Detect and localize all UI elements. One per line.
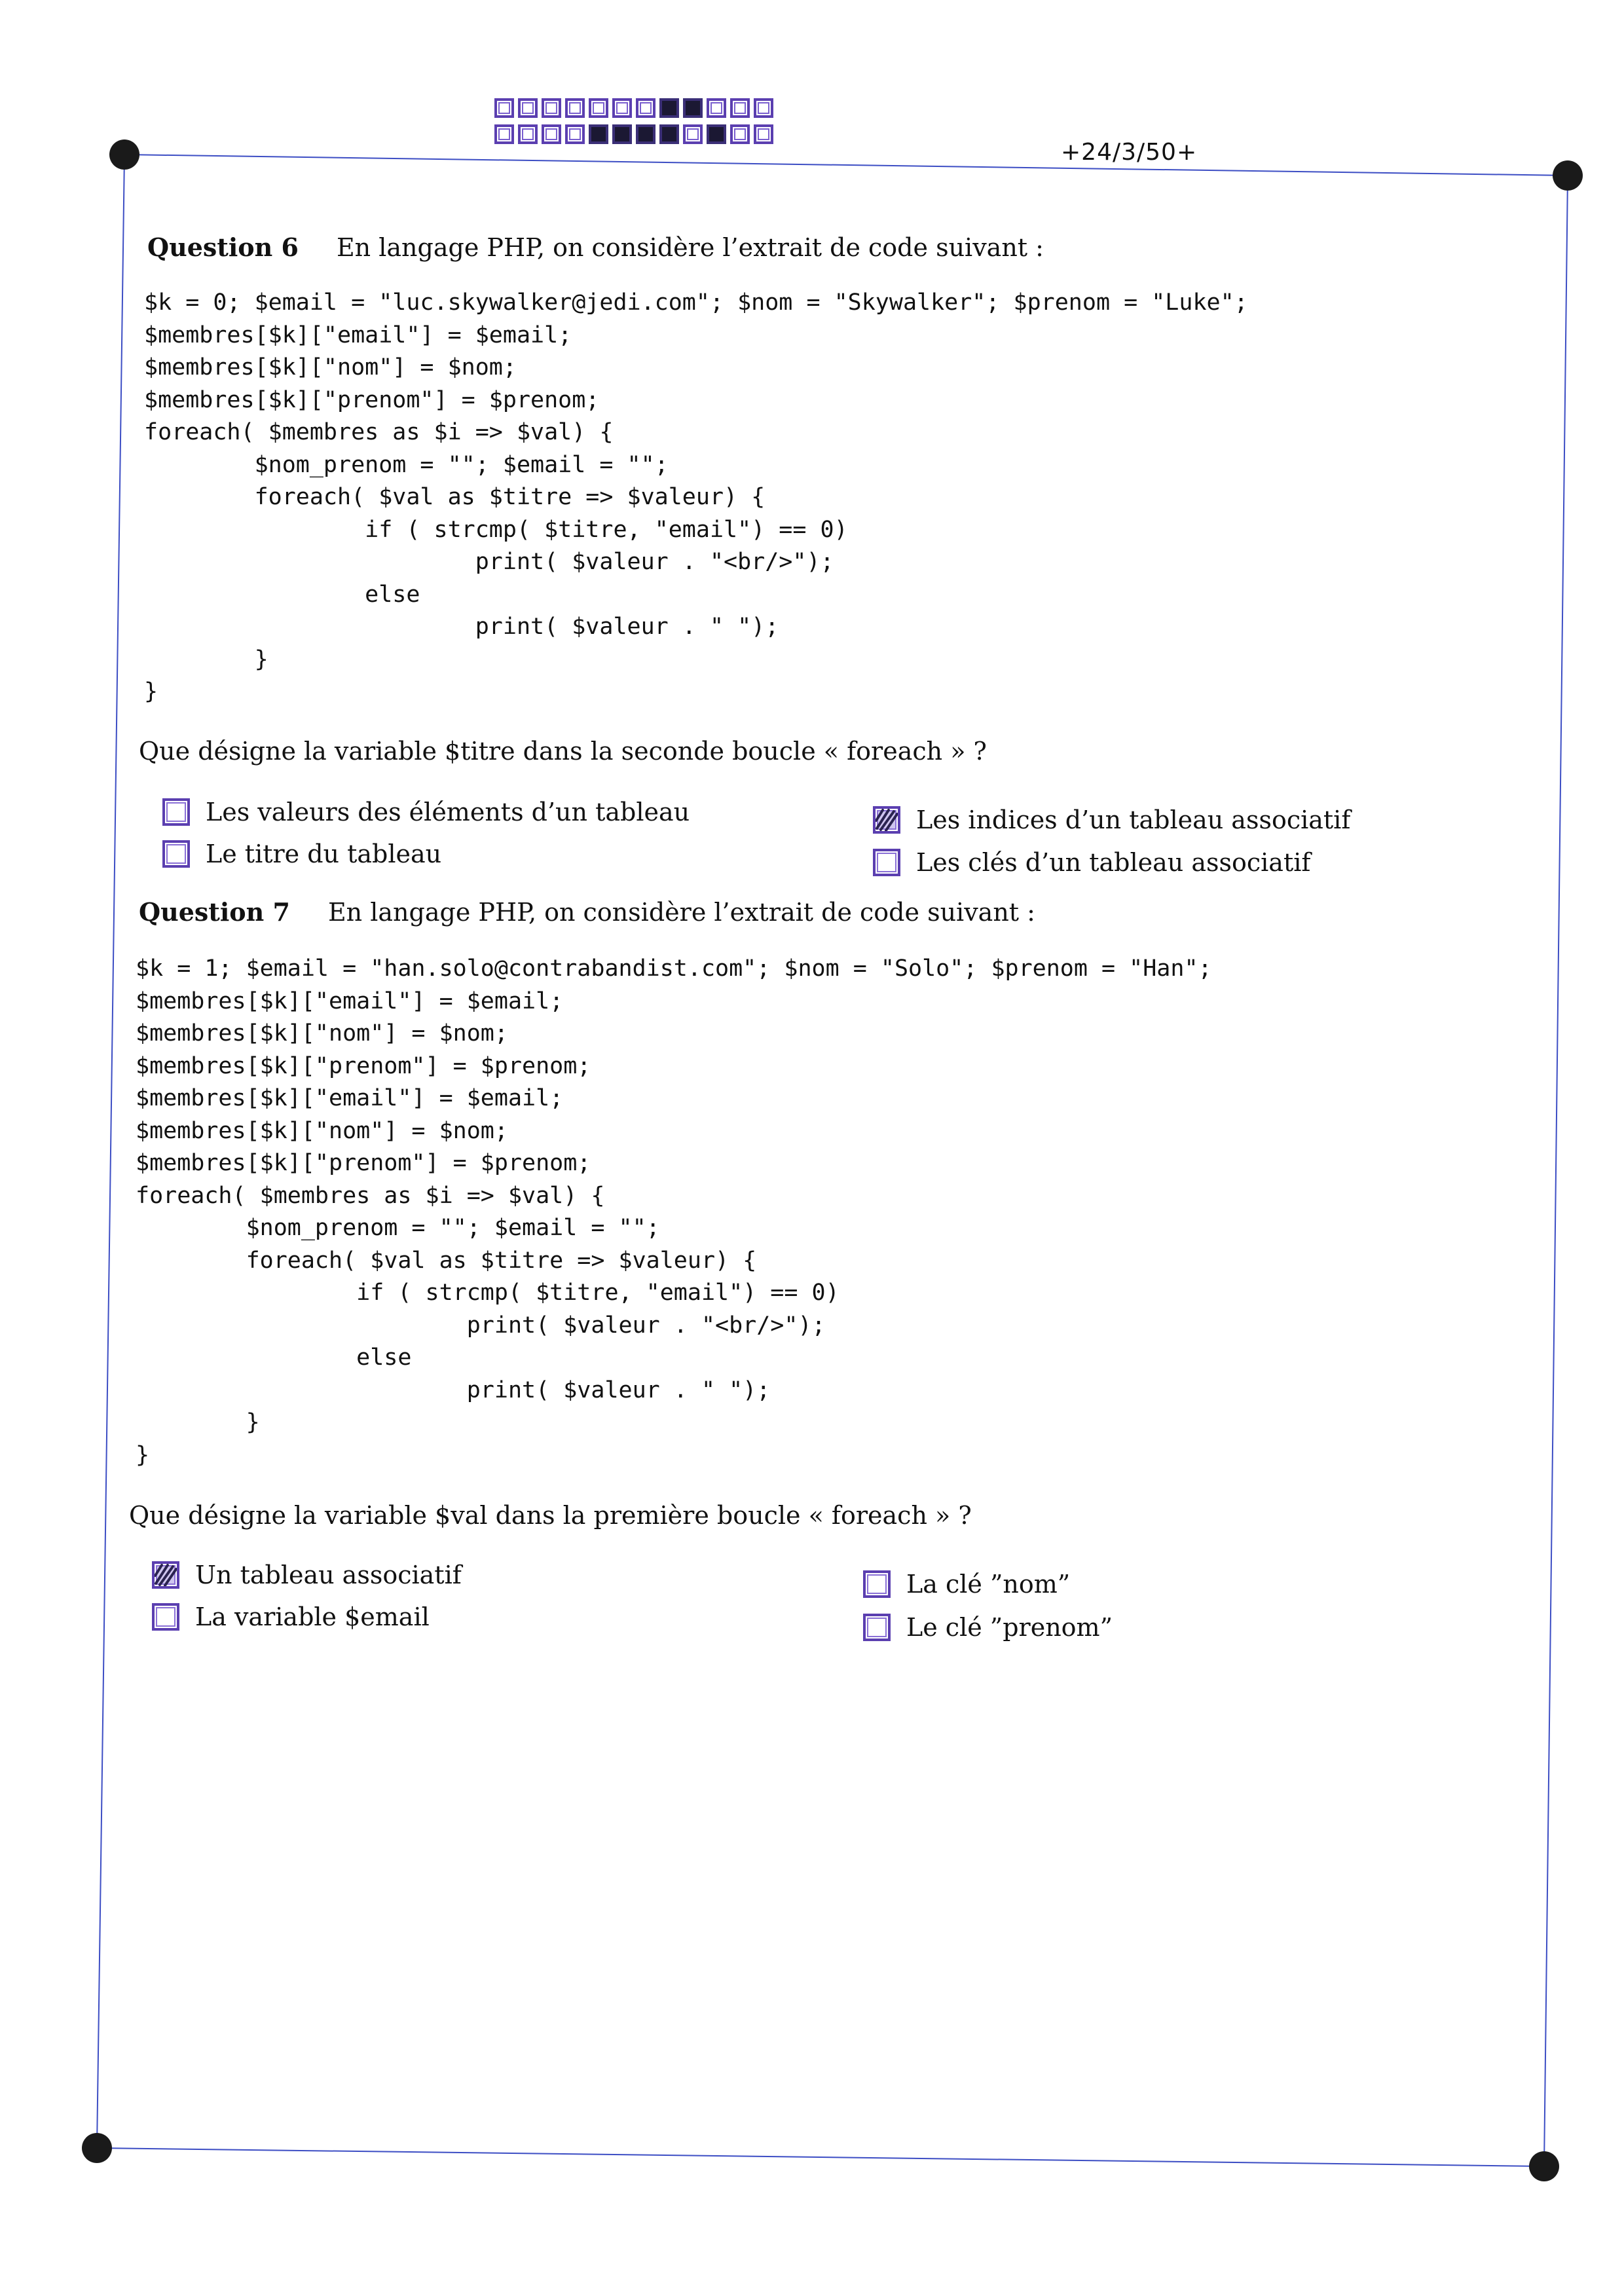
id-code-row-1 xyxy=(494,98,773,118)
id-cell-empty xyxy=(542,124,561,144)
id-cell-empty xyxy=(518,98,538,118)
id-cell-filled xyxy=(659,124,679,144)
question-6-label: Question 6 xyxy=(147,232,299,262)
option-label: Les indices d’un tableau associatif xyxy=(916,805,1351,834)
id-cell-empty xyxy=(494,124,514,144)
checkbox[interactable] xyxy=(863,1614,891,1641)
question-6-header xyxy=(147,232,1044,262)
id-cell-empty xyxy=(707,98,726,118)
id-cell-filled xyxy=(636,124,655,144)
question-6-option-2[interactable] xyxy=(162,840,441,868)
option-label: Les clés d’un tableau associatif xyxy=(916,848,1311,877)
id-cell-filled xyxy=(707,124,726,144)
checkbox[interactable] xyxy=(873,849,900,876)
question-7-header xyxy=(139,897,1035,927)
corner-mark-bottom-right xyxy=(1529,2151,1559,2181)
corner-mark-bottom-left xyxy=(82,2133,112,2163)
question-6-code: $k = 0; $email = "luc.skywalker@jedi.com"; $nom = "Skywalker"; $prenom = "Luke"; $membres[$k]["email"] = $email; $membres[$k]["nom"] = $nom; $membres[$k]["prenom"] = $prenom; foreach( $membres as $i => $val) { $nom_prenom = ""; $email = ""; foreach( $val as $titre => $valeur) { if ( strcmp( $titre, "email") == 0) print( $valeur . "<br/>"); else print( $valeur . " "); } } xyxy=(144,289,1248,705)
id-cell-filled xyxy=(683,98,703,118)
corner-mark-top-left xyxy=(109,139,139,170)
id-cell-empty xyxy=(730,98,750,118)
id-cell-empty xyxy=(683,124,703,144)
id-cell-empty xyxy=(754,98,773,118)
question-7-option-4[interactable] xyxy=(863,1613,1113,1642)
id-cell-filled xyxy=(659,98,679,118)
id-code-row-2 xyxy=(494,124,773,144)
question-7-intro: En langage PHP, on considère l’extrait de code suivant : xyxy=(327,898,1035,927)
id-cell-empty xyxy=(494,98,514,118)
question-7-option-2[interactable] xyxy=(152,1602,430,1631)
checkbox-checked[interactable] xyxy=(152,1561,179,1589)
option-label: Les valeurs des éléments d’un tableau xyxy=(206,798,690,826)
id-cell-empty xyxy=(565,98,585,118)
checkbox-checked[interactable] xyxy=(873,806,900,834)
option-label: La clé ”nom” xyxy=(906,1570,1071,1599)
question-6-option-4[interactable] xyxy=(873,848,1310,877)
question-7-prompt: Que désigne la variable $val dans la première boucle « foreach » ? xyxy=(129,1501,972,1530)
question-7-code: $k = 1; $email = "han.solo@contrabandist.com"; $nom = "Solo"; $prenom = "Han"; $membres[$k]["email"] = $email; $membres[$k]["nom"] = $nom; $membres[$k]["prenom"] = $prenom; $membres[$k]["email"] = $email; $membres[$k]["nom"] = $nom; $membres[$k]["prenom"] = $prenom; foreach( $membres as $i => $val) { $nom_prenom = ""; $email = ""; foreach( $val as $titre => $valeur) { if ( strcmp( $titre, "email") == 0) print( $valeur . "<br/>"); else print( $valeur . " "); } } xyxy=(136,955,1212,1468)
option-label: Le titre du tableau xyxy=(206,840,442,868)
id-cell-empty xyxy=(612,98,632,118)
id-cell-empty xyxy=(730,124,750,144)
option-label: Un tableau associatif xyxy=(195,1561,462,1589)
id-cell-empty xyxy=(565,124,585,144)
id-cell-empty xyxy=(754,124,773,144)
id-cell-filled xyxy=(612,124,632,144)
option-label: La variable $email xyxy=(195,1602,430,1631)
checkbox[interactable] xyxy=(162,798,190,826)
id-cell-empty xyxy=(518,124,538,144)
id-cell-empty xyxy=(589,98,608,118)
id-cell-filled xyxy=(589,124,608,144)
question-6-option-3[interactable] xyxy=(873,805,1350,834)
question-7-label: Question 7 xyxy=(139,897,290,927)
question-7-option-3[interactable] xyxy=(863,1570,1070,1599)
checkbox[interactable] xyxy=(162,840,190,868)
checkbox[interactable] xyxy=(863,1570,891,1598)
option-label: Le clé ”prenom” xyxy=(906,1613,1113,1642)
checkbox[interactable] xyxy=(152,1603,179,1631)
question-7-option-1[interactable] xyxy=(152,1561,462,1589)
id-cell-empty xyxy=(636,98,655,118)
question-6-prompt: Que désigne la variable $titre dans la seconde boucle « foreach » ? xyxy=(139,737,987,766)
question-6-option-1[interactable] xyxy=(162,798,690,826)
question-6-intro: En langage PHP, on considère l’extrait de code suivant : xyxy=(336,233,1044,262)
id-cell-empty xyxy=(542,98,561,118)
corner-mark-top-right xyxy=(1553,160,1583,191)
id-code-grid xyxy=(494,98,773,151)
page-id: +24/3/50+ xyxy=(1061,139,1198,166)
